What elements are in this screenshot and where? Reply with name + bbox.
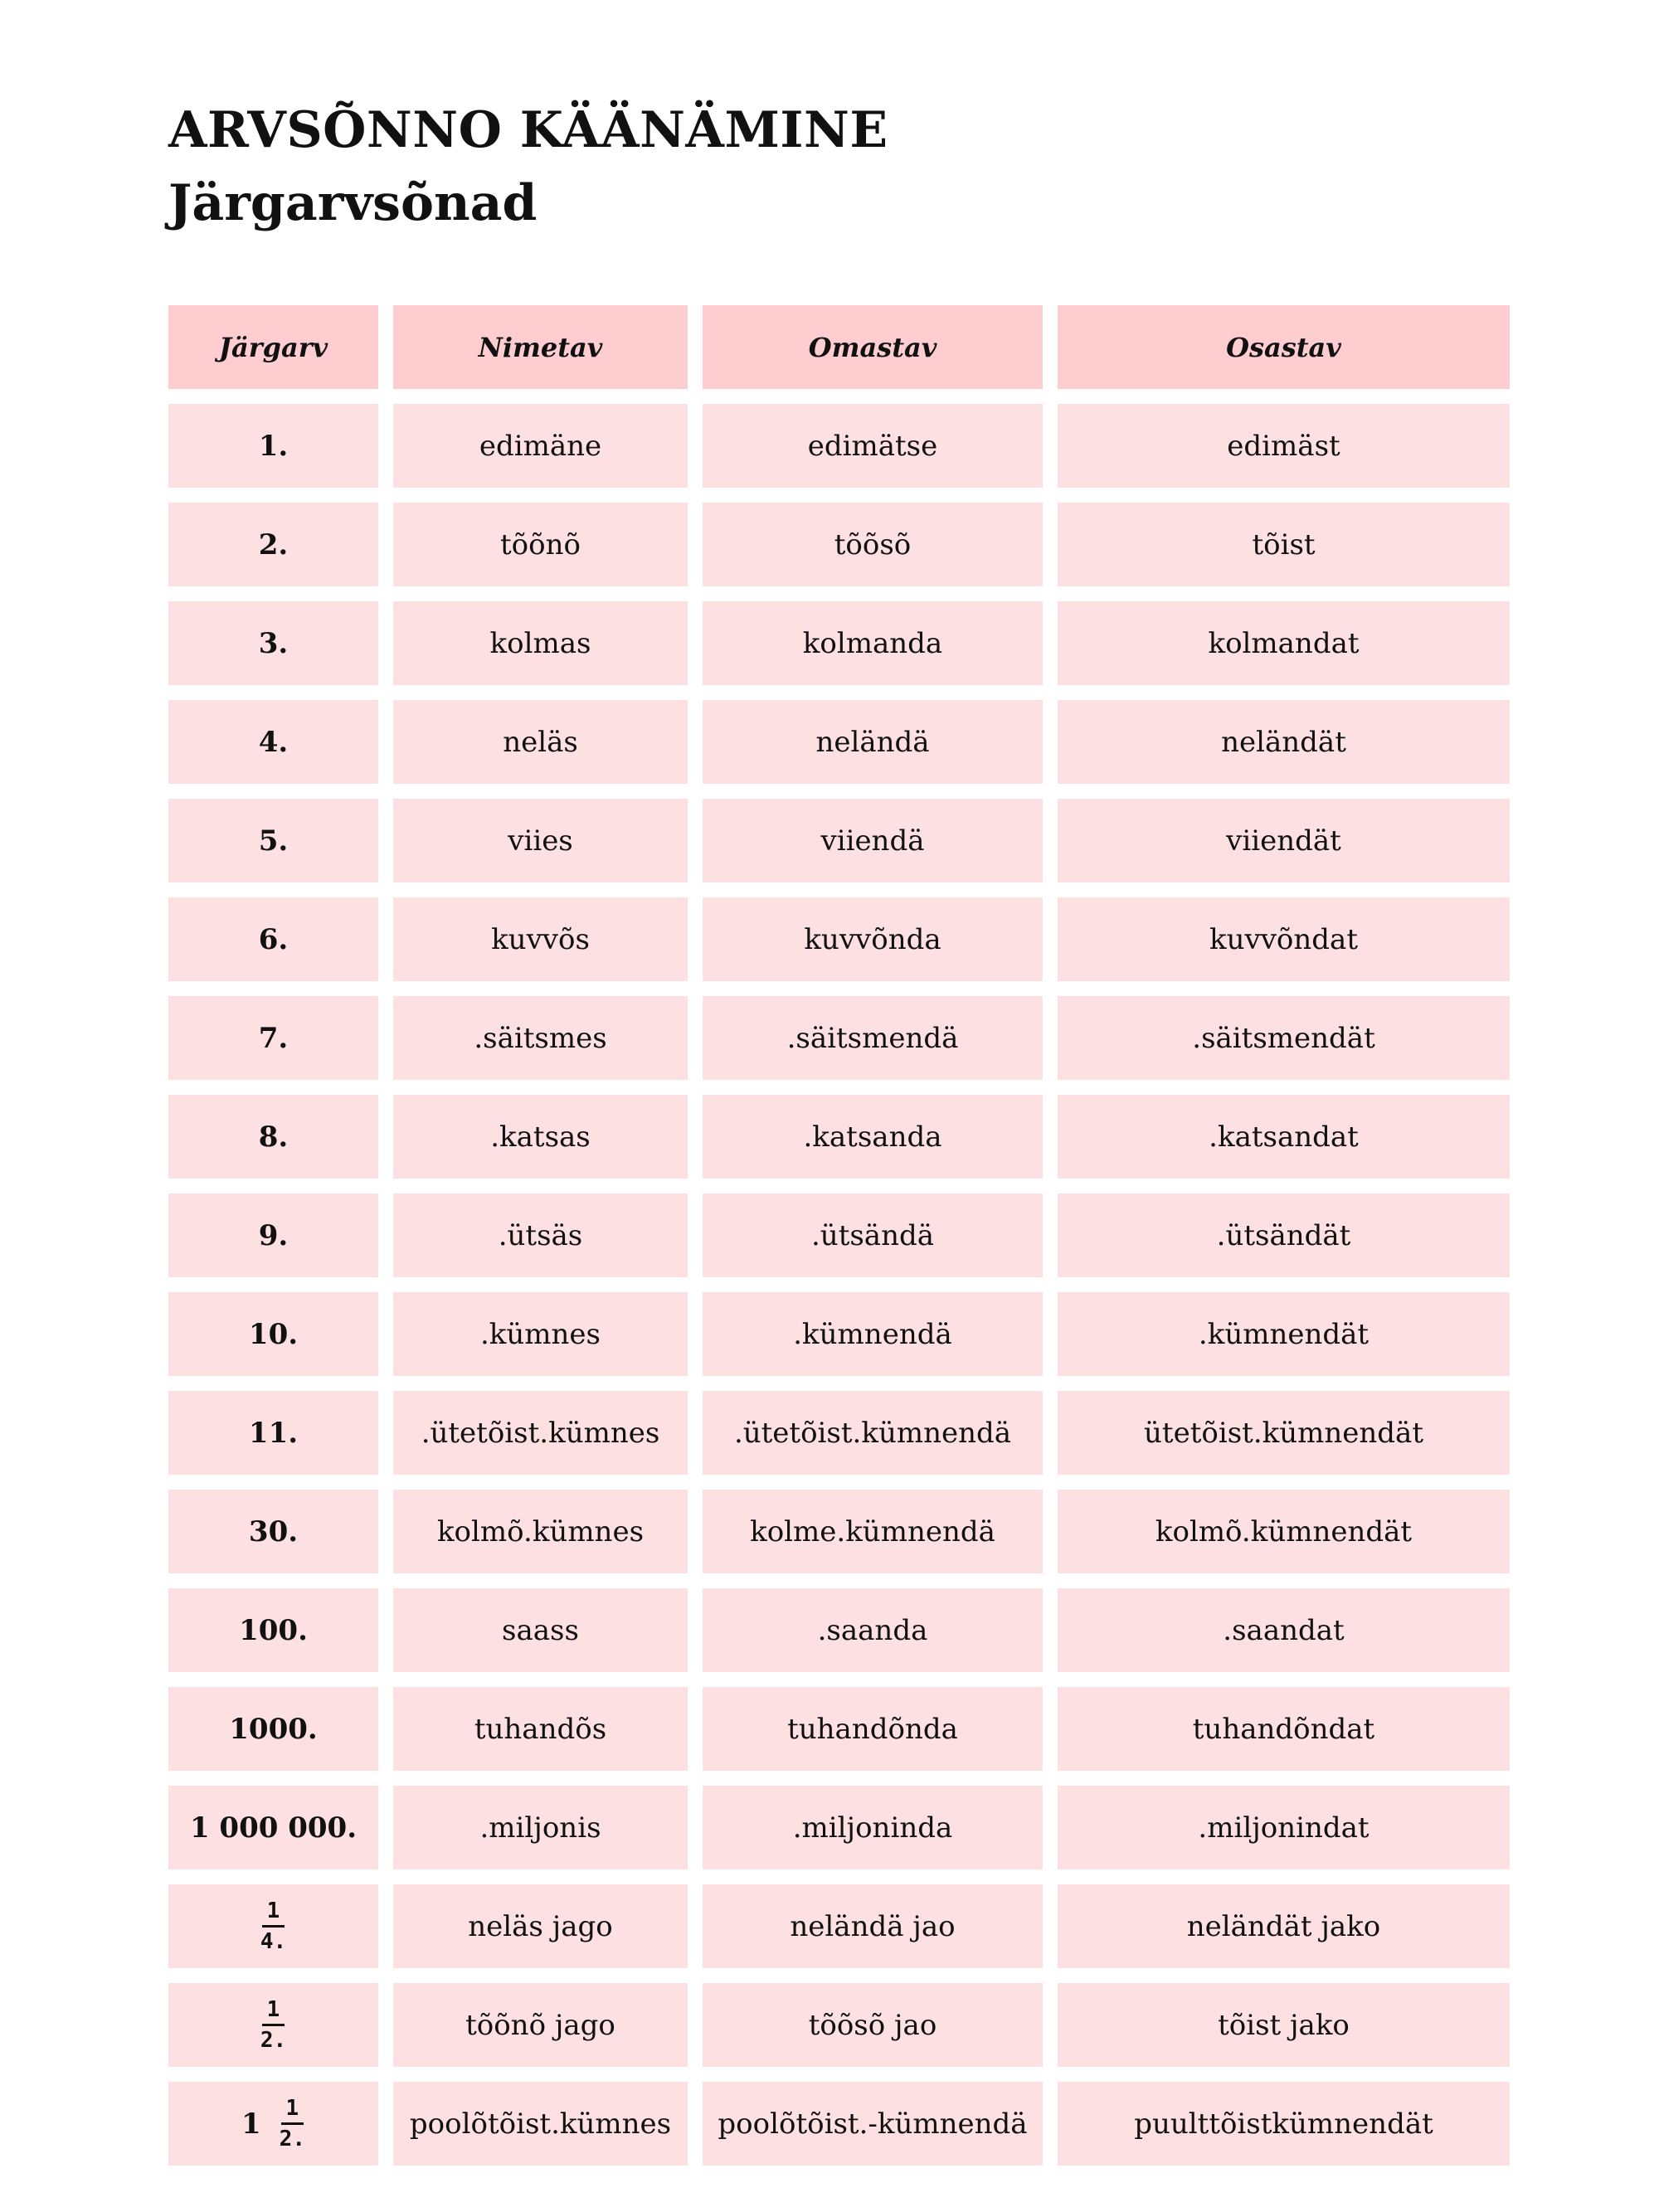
ordinal-cell: 1 000 000. bbox=[168, 1786, 378, 1869]
table-body bbox=[168, 404, 1510, 2166]
fraction bbox=[260, 1997, 286, 2053]
table-row bbox=[168, 1194, 1510, 1277]
column-header-partitive: Osastav bbox=[1058, 305, 1510, 389]
table-row bbox=[168, 1884, 1510, 1968]
nominative-cell: kuvvõs bbox=[393, 897, 688, 981]
genitive-cell: tuhandõnda bbox=[703, 1687, 1043, 1771]
nominative-cell: saass bbox=[393, 1588, 688, 1672]
fraction-numerator: 1 bbox=[281, 2096, 304, 2125]
table-row bbox=[168, 1588, 1510, 1672]
nominative-cell: .ütetõist.kümnes bbox=[393, 1391, 688, 1475]
ordinal-cell: 5. bbox=[168, 799, 378, 882]
nominative-cell: .katsas bbox=[393, 1095, 688, 1179]
nominative-cell: .kümnes bbox=[393, 1292, 688, 1376]
ordinal-cell: 11. bbox=[168, 1391, 378, 1475]
partitive-cell: .ütsändät bbox=[1058, 1194, 1510, 1277]
table-row bbox=[168, 1292, 1510, 1376]
nominative-cell: tõõnõ jago bbox=[393, 1983, 688, 2067]
table-row bbox=[168, 1786, 1510, 1869]
fraction-whole: 1 bbox=[241, 2107, 261, 2141]
partitive-cell: kolmõ.kümnendät bbox=[1058, 1490, 1510, 1573]
page-title: ARVSÕNNO KÄÄNÄMINE bbox=[168, 101, 888, 159]
table-row bbox=[168, 897, 1510, 981]
genitive-cell: kuvvõnda bbox=[703, 897, 1043, 981]
column-header-nominative: Nimetav bbox=[393, 305, 688, 389]
nominative-cell: .säitsmes bbox=[393, 996, 688, 1080]
genitive-cell: tõõsõ bbox=[703, 503, 1043, 586]
genitive-cell: edimätse bbox=[703, 404, 1043, 488]
partitive-cell: edimäst bbox=[1058, 404, 1510, 488]
genitive-cell: tõõsõ jao bbox=[703, 1983, 1043, 2067]
table-row bbox=[168, 1687, 1510, 1771]
genitive-cell: .katsanda bbox=[703, 1095, 1043, 1179]
fraction-denominator: 4 . bbox=[260, 1928, 286, 1954]
column-header-ordinal: Järgarv bbox=[168, 305, 378, 389]
genitive-cell: kolme.kümnendä bbox=[703, 1490, 1043, 1573]
partitive-cell: kuvvõndat bbox=[1058, 897, 1510, 981]
genitive-cell: .kümnendä bbox=[703, 1292, 1043, 1376]
genitive-cell: .ütetõist.kümnendä bbox=[703, 1391, 1043, 1475]
genitive-cell: viiendä bbox=[703, 799, 1043, 882]
fraction-denominator: 2 . bbox=[280, 2125, 305, 2151]
fraction-number bbox=[260, 1898, 286, 1954]
nominative-cell: tuhandõs bbox=[393, 1687, 688, 1771]
partitive-cell: tõist bbox=[1058, 503, 1510, 586]
ordinal-cell: 9. bbox=[168, 1194, 378, 1277]
table-row bbox=[168, 2082, 1510, 2166]
table-row bbox=[168, 700, 1510, 784]
table-row bbox=[168, 404, 1510, 488]
nominative-cell: tõõnõ bbox=[393, 503, 688, 586]
ordinal-cell: 4. bbox=[168, 700, 378, 784]
fraction-numerator: 1 bbox=[262, 1997, 285, 2026]
nominative-cell: viies bbox=[393, 799, 688, 882]
nominative-cell: .ütsäs bbox=[393, 1194, 688, 1277]
fraction bbox=[280, 2096, 305, 2151]
genitive-cell: .säitsmendä bbox=[703, 996, 1043, 1080]
nominative-cell: .miljonis bbox=[393, 1786, 688, 1869]
fraction-numerator: 1 bbox=[262, 1898, 285, 1928]
ordinal-cell: 1. bbox=[168, 404, 378, 488]
nominative-cell: kolmas bbox=[393, 601, 688, 685]
ordinal-cell: 2. bbox=[168, 503, 378, 586]
nominative-cell: poolõtõist.kümnes bbox=[393, 2082, 688, 2166]
partitive-cell: neländät bbox=[1058, 700, 1510, 784]
nominative-cell: edimäne bbox=[393, 404, 688, 488]
ordinal-cell: 30. bbox=[168, 1490, 378, 1573]
genitive-cell: .ütsändä bbox=[703, 1194, 1043, 1277]
page-subtitle: Järgarvsõnad bbox=[168, 174, 538, 232]
partitive-cell: neländät jako bbox=[1058, 1884, 1510, 1968]
fraction-number bbox=[241, 2096, 305, 2151]
nominative-cell: neläs bbox=[393, 700, 688, 784]
fraction-ordinal-cell bbox=[168, 2082, 378, 2166]
ordinal-cell: 1000. bbox=[168, 1687, 378, 1771]
nominative-cell: kolmõ.kümnes bbox=[393, 1490, 688, 1573]
partitive-cell: .katsandat bbox=[1058, 1095, 1510, 1179]
table-row bbox=[168, 1391, 1510, 1475]
genitive-cell: .miljoninda bbox=[703, 1786, 1043, 1869]
ordinal-cell: 6. bbox=[168, 897, 378, 981]
partitive-cell: viiendät bbox=[1058, 799, 1510, 882]
table-header-row bbox=[168, 305, 1510, 389]
fraction-ordinal-cell bbox=[168, 1884, 378, 1968]
ordinal-cell: 100. bbox=[168, 1588, 378, 1672]
genitive-cell: neländä bbox=[703, 700, 1043, 784]
partitive-cell: tuhandõndat bbox=[1058, 1687, 1510, 1771]
ordinal-cell: 3. bbox=[168, 601, 378, 685]
nominative-cell: neläs jago bbox=[393, 1884, 688, 1968]
partitive-cell: .saandat bbox=[1058, 1588, 1510, 1672]
partitive-cell: .säitsmendät bbox=[1058, 996, 1510, 1080]
partitive-cell: tõist jako bbox=[1058, 1983, 1510, 2067]
table-row bbox=[168, 1983, 1510, 2067]
table-row bbox=[168, 503, 1510, 586]
ordinal-cell: 8. bbox=[168, 1095, 378, 1179]
genitive-cell: kolmanda bbox=[703, 601, 1043, 685]
fraction-ordinal-cell bbox=[168, 1983, 378, 2067]
table-row bbox=[168, 1095, 1510, 1179]
declension-table bbox=[168, 305, 1510, 2180]
ordinal-cell: 7. bbox=[168, 996, 378, 1080]
ordinal-cell: 10. bbox=[168, 1292, 378, 1376]
table-row bbox=[168, 1490, 1510, 1573]
genitive-cell: neländä jao bbox=[703, 1884, 1043, 1968]
partitive-cell: .miljonindat bbox=[1058, 1786, 1510, 1869]
fraction-denominator: 2 . bbox=[260, 2026, 286, 2053]
table-row bbox=[168, 996, 1510, 1080]
column-header-genitive: Omastav bbox=[703, 305, 1043, 389]
fraction bbox=[260, 1898, 286, 1954]
partitive-cell: ütetõist.kümnendät bbox=[1058, 1391, 1510, 1475]
fraction-number bbox=[260, 1997, 286, 2053]
partitive-cell: kolmandat bbox=[1058, 601, 1510, 685]
genitive-cell: poolõtõist.-kümnendä bbox=[703, 2082, 1043, 2166]
partitive-cell: puulttõistkümnendät bbox=[1058, 2082, 1510, 2166]
table-row bbox=[168, 799, 1510, 882]
table-row bbox=[168, 601, 1510, 685]
genitive-cell: .saanda bbox=[703, 1588, 1043, 1672]
partitive-cell: .kümnendät bbox=[1058, 1292, 1510, 1376]
